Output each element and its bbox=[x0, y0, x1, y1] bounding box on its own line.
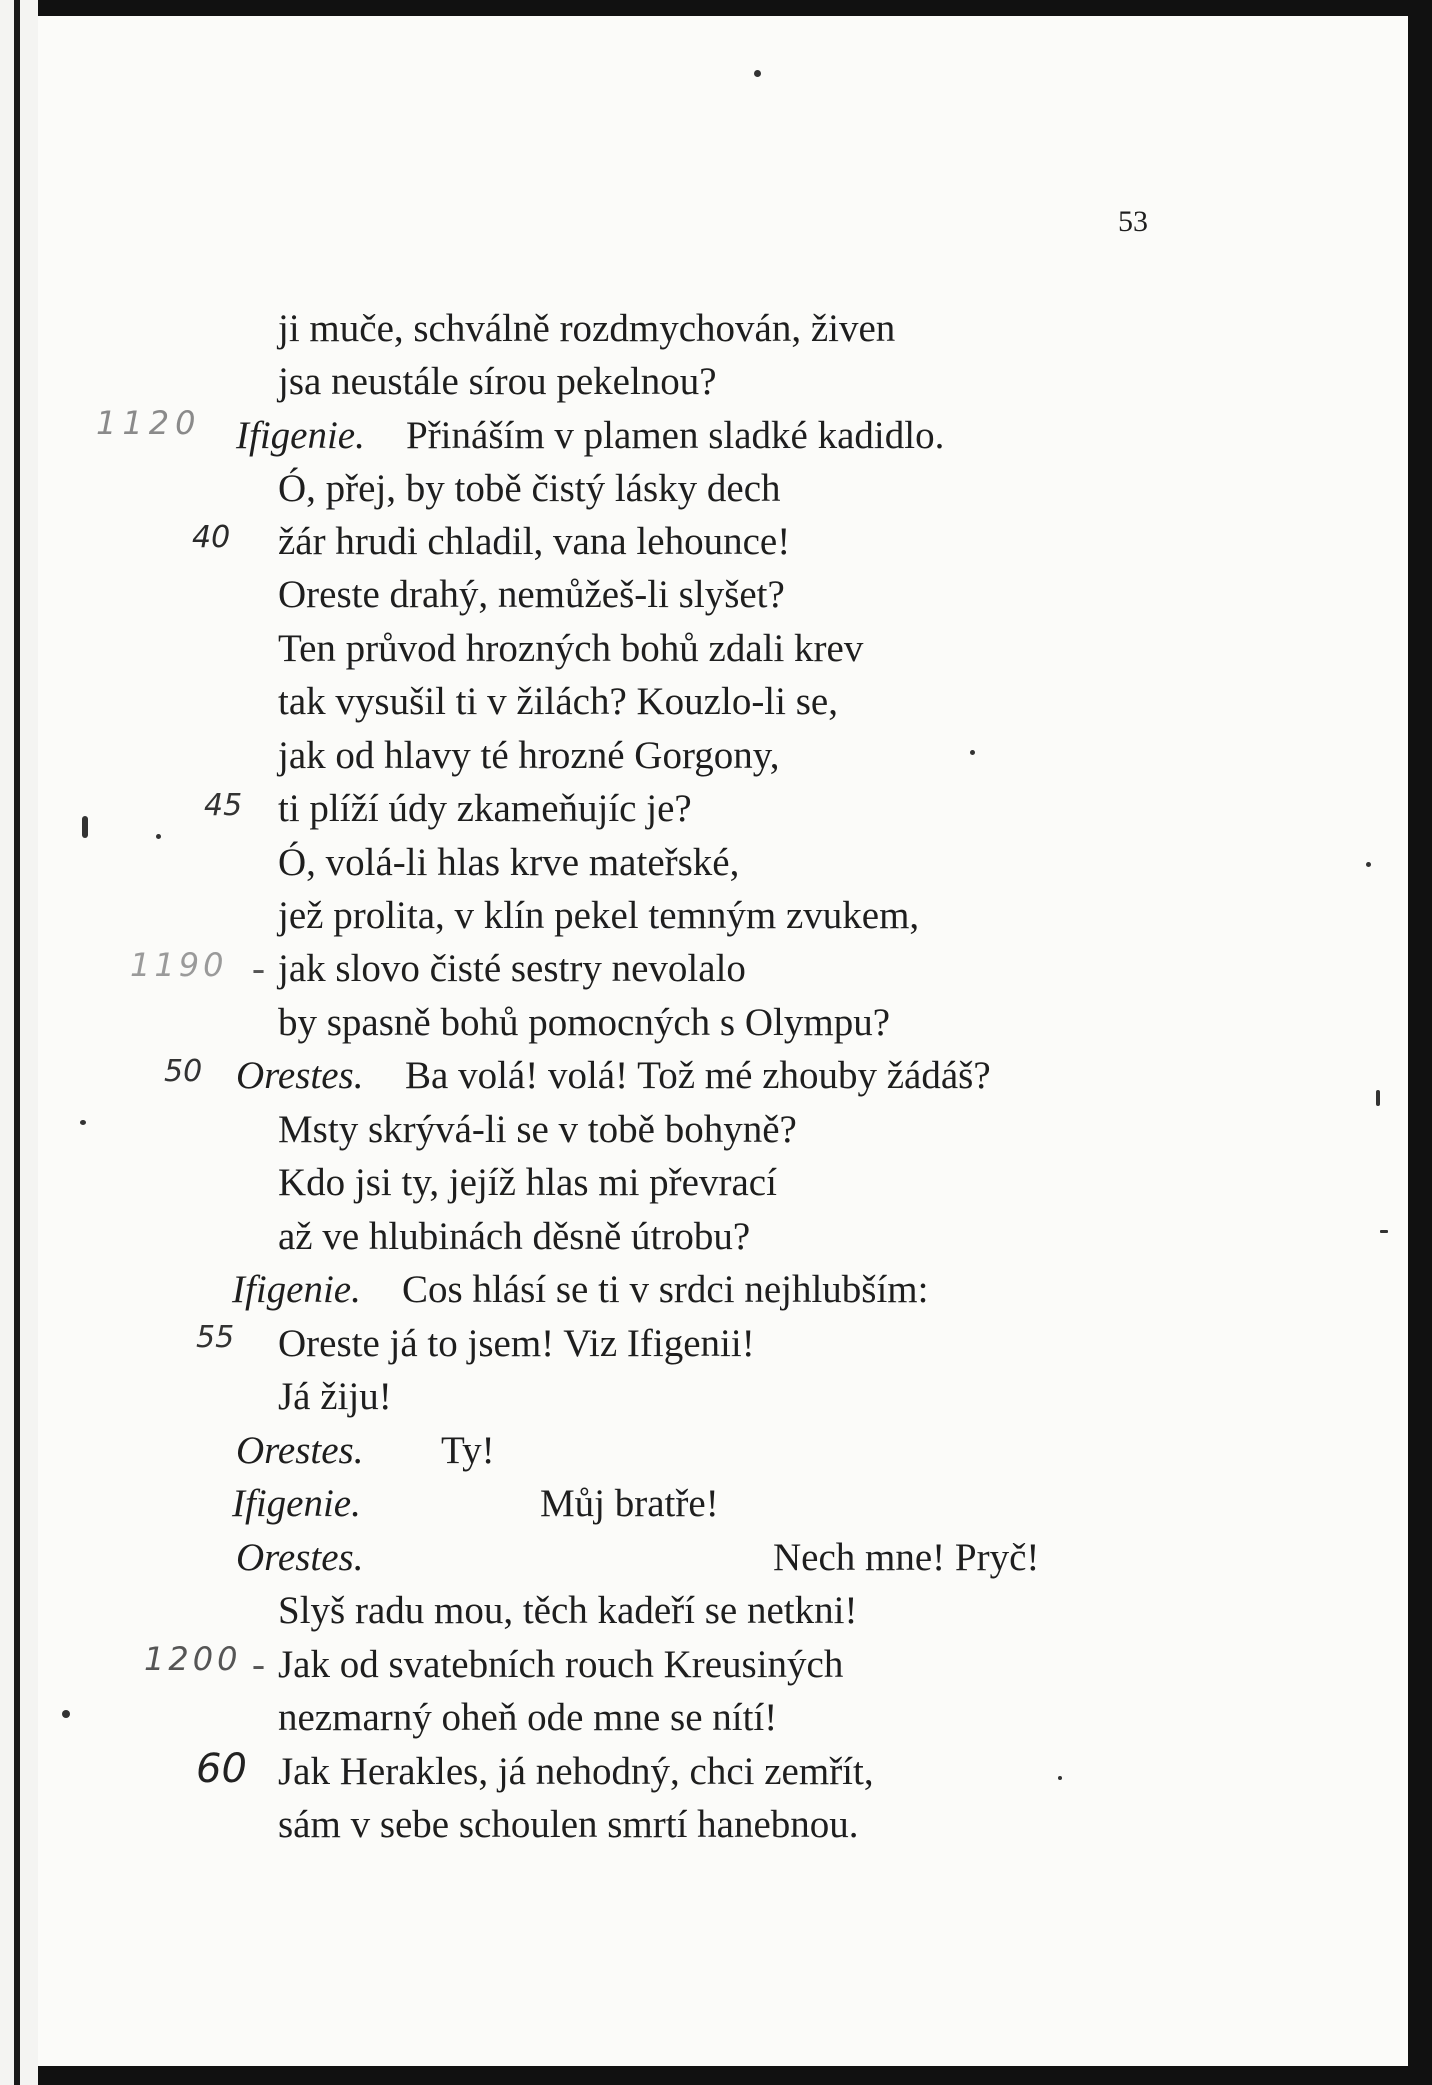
verse-line: Slyš radu mou, těch kadeří se netkni! bbox=[278, 1589, 858, 1632]
verse-line: až ve hlubinách děsně útrobu? bbox=[278, 1215, 751, 1258]
ink-speck bbox=[754, 70, 761, 77]
margin-note: 45 bbox=[204, 788, 243, 823]
page-number: 53 bbox=[1118, 205, 1148, 238]
verse-line: by spasně bohů pomocných s Olympu? bbox=[278, 1001, 891, 1044]
verse-line: Msty skrývá-li se v tobě bohyně? bbox=[278, 1108, 797, 1151]
page-edge-shadow bbox=[14, 0, 20, 2085]
margin-dash: - bbox=[252, 947, 265, 990]
verse-line: ji muče, schválně rozdmychován, živen bbox=[278, 307, 896, 350]
verse-line: ti plíží údy zkameňujíc je? bbox=[278, 787, 692, 830]
ink-speck bbox=[62, 1710, 70, 1718]
verse-line: nezmarný oheň ode mne se nítí! bbox=[278, 1696, 778, 1739]
verse-line: Ten průvod hrozných bohů zdali krev bbox=[278, 627, 864, 670]
speaker-label: Ifigenie. bbox=[236, 414, 365, 457]
verse-line: Ba volá! volá! Tož mé zhouby žádáš? bbox=[405, 1054, 991, 1097]
right-edge-shadow bbox=[1408, 0, 1432, 2085]
verse-line: Jak Herakles, já nehodný, chci zemřít, bbox=[278, 1750, 874, 1793]
ink-speck bbox=[1058, 1776, 1062, 1780]
speaker-label: Orestes. bbox=[236, 1536, 364, 1579]
margin-note: 55 bbox=[196, 1320, 235, 1355]
verse-line: Ó, přej, by tobě čistý lásky dech bbox=[278, 467, 781, 510]
verse-line: tak vysušil ti v žilách? Kouzlo-li se, bbox=[278, 680, 838, 723]
ink-speck bbox=[82, 816, 88, 838]
verse-line: Ó, volá-li hlas krve mateřské, bbox=[278, 841, 740, 884]
margin-note: 50 bbox=[164, 1054, 203, 1089]
verse-line: jak slovo čisté sestry nevolalo bbox=[278, 947, 746, 990]
verse-line: jsa neustále sírou pekelnou? bbox=[278, 360, 717, 403]
ink-speck bbox=[1376, 1090, 1380, 1106]
verse-line: Přináším v plamen sladké kadidlo. bbox=[406, 414, 945, 457]
verse-line: jež prolita, v klín pekel temným zvukem, bbox=[278, 894, 920, 937]
margin-note: 40 bbox=[192, 520, 231, 555]
margin-note: 1190 bbox=[130, 946, 228, 984]
ink-speck bbox=[156, 834, 161, 839]
speaker-label: Orestes. bbox=[236, 1054, 364, 1097]
margin-dash: - bbox=[252, 1643, 265, 1686]
verse-line: žár hrudi chladil, vana lehounce! bbox=[278, 520, 791, 563]
verse-line: Můj bratře! bbox=[540, 1482, 719, 1525]
ink-speck bbox=[80, 1120, 86, 1125]
verse-line: Oreste já to jsem! Viz Ifigenii! bbox=[278, 1322, 755, 1365]
verse-line: Cos hlásí se ti v srdci nejhlubším: bbox=[402, 1268, 929, 1311]
verse-line: Oreste drahý, nemůžeš-li slyšet? bbox=[278, 573, 785, 616]
speaker-label: Ifigenie. bbox=[232, 1268, 361, 1311]
ink-speck bbox=[970, 750, 975, 755]
verse-line: Jak od svatebních rouch Kreusiných bbox=[278, 1643, 844, 1686]
verse-line: Nech mne! Pryč! bbox=[773, 1536, 1040, 1579]
ink-speck bbox=[1366, 862, 1371, 867]
verse-line: sám v sebe schoulen smrtí hanebnou. bbox=[278, 1803, 859, 1846]
ink-speck bbox=[1380, 1230, 1388, 1233]
verse-line: Kdo jsi ty, jejíž hlas mi převrací bbox=[278, 1161, 777, 1204]
margin-note: 1200 bbox=[144, 1640, 242, 1678]
verse-line: Já žiju! bbox=[278, 1375, 392, 1418]
speaker-label: Orestes. bbox=[236, 1429, 364, 1472]
verse-line: Ty! bbox=[441, 1429, 495, 1472]
margin-note: 60 bbox=[196, 1746, 247, 1792]
margin-note: 1120 bbox=[96, 404, 202, 442]
speaker-label: Ifigenie. bbox=[232, 1482, 361, 1525]
verse-line: jak od hlavy té hrozné Gorgony, bbox=[278, 734, 780, 777]
